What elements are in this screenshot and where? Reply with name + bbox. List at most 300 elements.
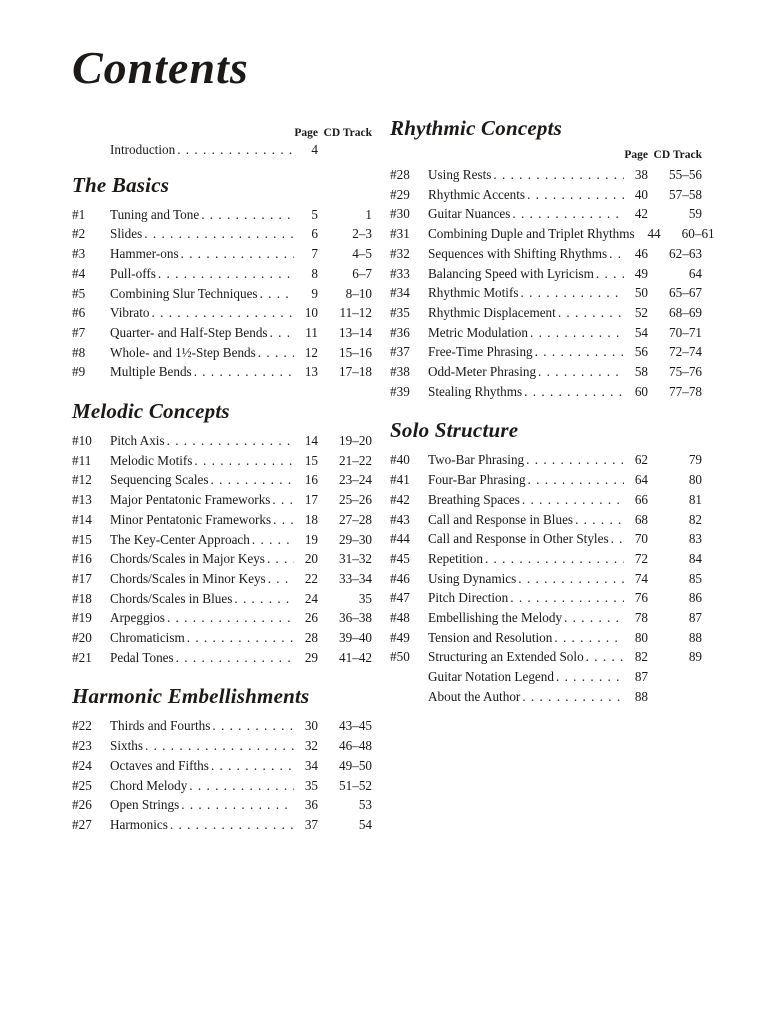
entry-title: Using Dynamics [428,570,517,586]
dot-leader [211,756,294,776]
dot-leader [201,205,294,225]
toc-row [390,185,702,205]
page-number: 10 [304,305,318,321]
toc-row [390,470,702,490]
entry-number: #43 [390,511,410,527]
column-header-right [390,148,702,162]
entry-number: #47 [390,590,410,606]
section-heading: Rhythmic Concepts [390,116,562,140]
page-number: 17 [304,492,318,508]
toc-row [72,431,372,451]
toc-row [72,530,372,550]
page-header-label: Page [294,127,318,139]
entry-number: #15 [72,531,92,547]
dot-leader [170,815,294,835]
entry-title: Rhythmic Accents [428,186,526,202]
page-number: 5 [311,206,318,222]
entry-title: About the Author [428,688,521,704]
page-number: 82 [634,649,648,665]
toc-row [390,647,702,667]
cd-track-number: 11–12 [339,305,372,321]
cd-track-number: 60–61 [681,226,715,242]
page-number: 64 [634,472,648,488]
dot-leader [522,490,624,510]
toc-row [72,362,372,382]
entry-title: Repetition [428,550,483,566]
page-number: 32 [304,738,318,754]
dot-leader [524,382,624,402]
page-number: 19 [304,531,318,547]
dot-leader [194,451,294,471]
dot-leader [485,549,624,569]
entry-number: #20 [72,630,92,646]
page-number: 15 [304,452,318,468]
cd-track-number: 53 [358,797,372,813]
toc-row [390,323,702,343]
cd-track-number: 82 [688,511,702,527]
dot-leader [270,323,294,343]
entry-title: Free-Time Phrasing [428,344,533,360]
entry-number: #19 [72,610,92,626]
page-number: 30 [304,718,318,734]
entry-number: #46 [390,570,410,586]
toc-row [390,510,702,530]
page-number: 22 [304,570,318,586]
cd-track-number: 31–32 [339,551,372,567]
cd-track-number: 2–3 [352,226,372,242]
dot-leader [158,264,294,284]
entry-title: Embellishing the Melody [428,610,563,626]
cd-track-number: 62–63 [669,245,702,261]
entry-title: Sequences with Shifting Rhythms [428,245,608,261]
cd-track-number: 84 [688,550,702,566]
section-heading: Harmonic Embellishments [72,684,310,709]
entry-number: #17 [72,570,92,586]
page-number: 36 [304,797,318,813]
entry-number: #21 [72,649,92,665]
entry-number: #28 [390,167,410,182]
dot-leader [564,608,624,628]
cd-track-number: 86 [688,590,702,606]
cd-track-number: 21–22 [339,452,372,468]
dot-leader [586,647,624,667]
entry-number: #33 [390,265,410,281]
dot-leader [144,224,294,244]
entry-title: Tuning and Tone [110,206,200,222]
dot-leader [558,303,624,323]
entry-number: #3 [72,246,86,262]
toc-row [390,264,702,284]
entry-title: Chromaticism [110,630,185,646]
entry-title: Pitch Direction [428,590,509,606]
dot-leader [510,588,624,608]
cd-track-number: 27–28 [339,511,372,527]
cd-track-number: 36–38 [339,610,372,626]
dot-leader [211,470,294,490]
entry-title: Metric Modulation [428,324,528,340]
page-number: 24 [304,590,318,606]
page-number: 50 [634,285,648,301]
dot-leader [556,667,624,687]
entry-number: #29 [390,186,410,202]
entry-number: #5 [72,285,86,301]
page-number: 62 [634,452,648,468]
page-number: 76 [634,590,648,606]
entry-title: Guitar Nuances [428,206,511,222]
entry-title: Hammer-ons [110,246,179,262]
dot-leader [609,244,624,264]
cd-track-number: 65–67 [669,285,702,301]
toc-row [72,205,372,225]
entry-number: #27 [72,816,92,832]
toc-row [390,303,702,323]
dot-leader [267,549,294,569]
entry-number: #12 [72,472,92,488]
entry-title: Quarter- and Half-Step Bends [110,324,268,340]
toc-row [72,224,372,244]
dot-leader [522,687,624,707]
dot-leader [596,264,624,284]
toc-row [72,628,372,648]
entry-number: #30 [390,206,410,222]
column-header-left [72,126,372,140]
cd-track-number: 8–10 [345,285,372,301]
cd-track-number: 80 [688,472,702,488]
dot-leader [518,569,624,589]
cd-track-number: 85 [688,570,702,586]
cd-track-number: 13–14 [339,324,372,340]
dot-leader [145,736,294,756]
entry-number: #9 [72,364,86,380]
entry-title: Four-Bar Phrasing [428,472,526,488]
toc-row [72,648,372,668]
dot-leader [252,530,294,550]
page-number: 14 [304,433,318,449]
toc-row [72,343,372,363]
toc-section [72,684,372,834]
toc-row [72,589,372,609]
dot-leader [538,362,624,382]
left-column [72,116,372,835]
dot-leader [258,343,294,363]
cd-track-number: 83 [688,531,702,547]
cd-track-number: 51–52 [339,777,372,793]
dot-leader [520,283,624,303]
entry-number: #14 [72,511,92,527]
entry-title: Combining Slur Techniques [110,285,258,301]
toc-row-introduction [72,140,372,160]
cd-track-header-label: CD Track [323,127,372,139]
dot-leader [212,716,294,736]
entry-title: Vibrato [110,305,150,321]
toc-row [72,756,372,776]
page-number: 6 [311,226,318,242]
page-number: 52 [634,304,648,320]
entry-title: Chords/Scales in Major Keys [110,551,265,567]
entry-title: The Key-Center Approach [110,531,250,547]
entry-number: #23 [72,738,92,754]
page-number: 16 [304,472,318,488]
entry-number: #18 [72,590,92,606]
entry-title: Sequencing Scales [110,472,209,488]
page-number: 54 [634,324,648,340]
dot-leader [493,165,624,185]
entry-number: #2 [72,226,86,242]
entry-title: Pitch Axis [110,433,165,449]
toc-row [72,451,372,471]
entry-title: Open Strings [110,797,180,813]
page-number: 38 [634,167,648,182]
cd-track-number: 4–5 [352,246,372,262]
toc-row [390,283,702,303]
entry-title: Chord Melody [110,777,188,793]
page-number: 28 [304,630,318,646]
entry-title: Breathing Spaces [428,491,520,507]
cd-track-number: 77–78 [669,383,702,399]
page-number: 78 [634,610,648,626]
entry-title: Chords/Scales in Blues [110,590,233,606]
dot-leader [194,362,294,382]
toc-section [390,418,702,706]
page-number: 11 [305,324,318,340]
entry-title: Stealing Rhythms [428,383,523,399]
entry-number: #42 [390,491,410,507]
cd-track-number: 35 [358,590,372,606]
entry-number: #8 [72,344,86,360]
entry-number: #16 [72,551,92,567]
page-number: 56 [634,344,648,360]
toc-row [390,244,702,264]
toc-row [72,716,372,736]
page-number: 60 [634,383,648,399]
dot-leader [527,185,624,205]
page-number: 88 [634,688,648,704]
entry-title: Thirds and Fourths [110,718,211,734]
page-header-label: Page [624,149,648,161]
page-number: 44 [647,226,661,242]
entry-number: #39 [390,383,410,399]
entry-number: #48 [390,610,410,626]
dot-leader [268,569,294,589]
dot-leader [535,342,624,362]
cd-track-number: 57–58 [669,186,702,202]
page-number: 34 [304,757,318,773]
toc-row [72,569,372,589]
entry-title: Odd-Meter Phrasing [428,364,537,380]
toc-row [390,224,715,244]
page-number: 9 [311,285,318,301]
dot-leader [176,648,294,668]
cd-track-number: 87 [688,610,702,626]
dot-leader [177,140,294,160]
cd-track-number: 89 [688,649,702,665]
dot-leader [528,470,624,490]
cd-track-number: 79 [688,452,702,468]
page-number: 13 [304,364,318,380]
cd-track-number: 88 [688,629,702,645]
toc-row [390,450,702,470]
toc-row [390,569,702,589]
dot-leader [167,431,294,451]
cd-track-number: 70–71 [669,324,702,340]
page-number: 40 [634,186,648,202]
cd-track-number: 46–48 [339,738,372,754]
cd-track-number: 25–26 [339,492,372,508]
entry-number: #36 [390,324,410,340]
entry-title: Tension and Resolution [428,629,553,645]
toc-row [390,165,702,185]
entry-number: #35 [390,304,410,320]
toc-columns [72,116,768,835]
toc-row [390,362,702,382]
dot-leader [189,776,294,796]
cd-track-number: 17–18 [339,364,372,380]
entry-title: Chords/Scales in Minor Keys [110,570,266,586]
entry-number: #41 [390,472,410,488]
entry-title: Major Pentatonic Frameworks [110,492,271,508]
toc-row [390,549,702,569]
cd-track-number: 39–40 [339,630,372,646]
page-number: 49 [634,265,648,281]
page-number: 12 [304,344,318,360]
entry-title: Whole- and 1½-Step Bends [110,344,256,360]
dot-leader [272,490,294,510]
page-number: 70 [634,531,648,547]
page-number: 66 [634,491,648,507]
entry-title: Octaves and Fifths [110,757,209,773]
entry-title: Rhythmic Displacement [428,304,556,320]
entry-title: Introduction [110,142,176,157]
toc-row [72,510,372,530]
cd-track-number: 43–45 [339,718,372,734]
entry-number: #1 [72,206,86,222]
entry-title: Sixths [110,738,143,754]
page-number: 29 [304,649,318,665]
entry-title: Slides [110,226,143,242]
dot-leader [181,244,294,264]
dot-leader [554,628,624,648]
cd-track-number: 59 [688,206,702,222]
entry-number: #4 [72,265,86,281]
entry-number: #45 [390,550,410,566]
page-number: 4 [311,142,318,157]
toc-row [390,490,702,510]
entry-title: Pull-offs [110,265,156,281]
entry-number: #6 [72,305,86,321]
toc-row [72,608,372,628]
entry-title: Call and Response in Other Styles [428,531,609,547]
dot-leader [152,303,295,323]
entry-number: #11 [72,452,92,468]
cd-track-number: 55–56 [669,167,702,182]
page-title: Contents [72,42,249,93]
entry-number: #32 [390,245,410,261]
entry-title: Call and Response in Blues [428,511,574,527]
dot-leader [260,284,294,304]
entry-title: Guitar Notation Legend [428,669,554,685]
toc-row [390,608,702,628]
toc-row [72,323,372,343]
page-number: 87 [634,669,648,685]
page-number: 37 [304,816,318,832]
page-number: 58 [634,364,648,380]
toc-row [390,588,702,608]
cd-track-number: 1 [365,206,372,222]
toc-row [72,303,372,323]
section-heading: The Basics [72,172,170,197]
entry-title: Balancing Speed with Lyricism [428,265,594,281]
entry-number: #44 [390,531,410,547]
entry-number: #13 [72,492,92,508]
dot-leader [512,204,624,224]
cd-track-number: 29–30 [339,531,372,547]
cd-track-number: 54 [358,816,372,832]
left-sections [72,173,372,835]
toc-row [390,382,702,402]
section-heading: Solo Structure [390,418,519,443]
cd-track-number: 15–16 [339,344,372,360]
cd-track-number: 41–42 [339,649,372,665]
page-number: 72 [634,550,648,566]
toc-row [72,815,372,835]
entry-number: #22 [72,718,92,734]
cd-track-number: 33–34 [339,570,372,586]
toc-row [390,667,702,687]
entry-title: Using Rests [428,167,492,182]
right-column [390,116,715,835]
toc-row [72,244,372,264]
page-number: 8 [311,265,318,281]
entry-number: #31 [390,226,410,242]
entry-number: #37 [390,344,410,360]
cd-track-number: 72–74 [669,344,702,360]
entry-number: #26 [72,797,92,813]
page-number: 68 [634,511,648,527]
toc-section [72,399,372,667]
entry-title: Multiple Bends [110,364,192,380]
toc-row [72,490,372,510]
entry-number: #24 [72,757,92,773]
entry-title: Two-Bar Phrasing [428,452,525,468]
dot-leader [181,795,294,815]
cd-track-number: 6–7 [352,265,372,281]
entry-title: Melodic Motifs [110,452,193,468]
cd-track-number: 19–20 [339,433,372,449]
toc-row [390,529,702,549]
toc-row [72,284,372,304]
entry-number: #7 [72,324,86,340]
toc-row [390,342,702,362]
dot-leader [575,510,624,530]
toc-row [72,736,372,756]
page-number: 35 [304,777,318,793]
entry-title: Rhythmic Motifs [428,285,519,301]
dot-leader [167,608,294,628]
cd-track-number: 81 [688,491,702,507]
cd-track-header-label: CD Track [653,149,702,161]
dot-leader [273,510,294,530]
entry-number: #25 [72,777,92,793]
toc-section [72,173,372,382]
toc-section [390,116,715,401]
page-number: 42 [634,206,648,222]
cd-track-number: 23–24 [339,472,372,488]
entry-number: #34 [390,285,410,301]
toc-row [390,628,702,648]
cd-track-number: 68–69 [669,304,702,320]
entry-title: Pedal Tones [110,649,174,665]
right-sections [390,116,715,707]
